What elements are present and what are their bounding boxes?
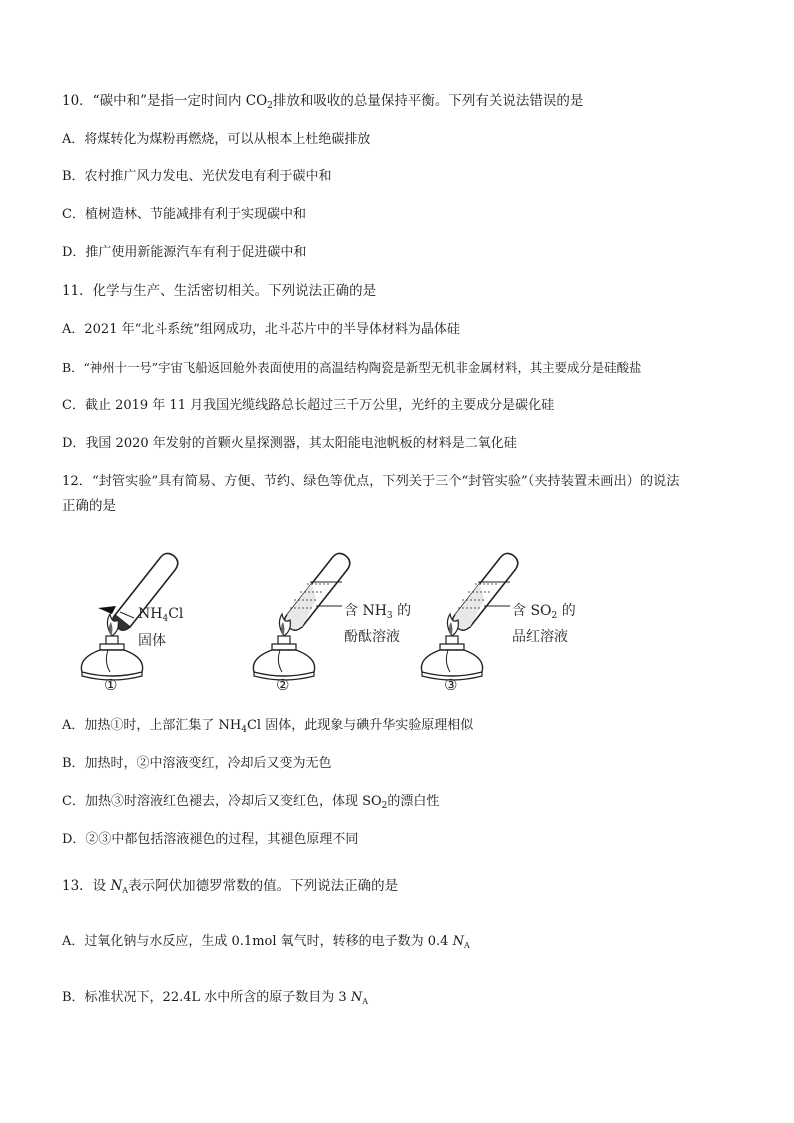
tube1-number: ①	[104, 676, 118, 694]
tube2-label-2: 酚酞溶液	[344, 629, 400, 645]
avogadro-symbol: $N_A$	[452, 934, 470, 950]
tube2-label: 含 $NH_3$ 的	[344, 603, 412, 621]
tube1-label: $NH_4Cl$	[138, 606, 184, 624]
q10-option-c: C．植树造林、节能减排有利于实现碳中和	[62, 207, 306, 222]
q10-option-a: A．将煤转化为煤粉再燃烧，可以从根本上杜绝碳排放	[62, 132, 371, 147]
sealed-tube-figure	[60, 540, 580, 700]
q12-stem-line1: 12．“封管实验”具有简易、方便、节约、绿色等优点，下列关于三个“封管实验”（夹持装置未画出）的说法	[62, 474, 680, 489]
avogadro-symbol: $N_A$	[350, 990, 368, 1006]
tube3-label: 含 $SO_2$ 的	[512, 603, 576, 621]
q11-option-b: B．“神州十一号”宇宙飞船返回舱外表面使用的高温结构陶瓷是新型无机非金属材料，其主要成分是硅酸盐	[62, 360, 642, 375]
q12-option-b: B．加热时，②中溶液变红，冷却后又变为无色	[62, 756, 332, 771]
q13-option-b: B．标准状况下，22.4L 水中所含的原子数目为 3 $N_A$	[62, 990, 368, 1006]
tube2-number: ②	[276, 676, 290, 694]
tube1-label-2: 固体	[138, 633, 166, 649]
q13-stem: 13．设 $N_A$表示阿伏加德罗常数的值。下列说法正确的是	[62, 878, 399, 895]
avogadro-symbol: $N_A$	[110, 878, 129, 895]
q12-option-a: A．加热①时，上部汇集了 $NH_4Cl$ 固体，此现象与碘升华实验原理相似	[62, 718, 474, 735]
tube-3	[421, 553, 517, 680]
q10-option-b: B．农村推广风力发电、光伏发电有利于碳中和	[62, 169, 332, 184]
tube-2	[253, 553, 349, 680]
q12-option-c: C．加热③时溶液红色褪去，冷却后又变红色，体现 $SO_2$的漂白性	[62, 794, 440, 811]
tube3-label-2: 品红溶液	[512, 629, 568, 645]
q12-stem-line2: 正确的是	[62, 498, 116, 514]
q11-option-d: D．我国 2020 年发射的首颗火星探测器，其太阳能电池帆板的材料是二氧化硅	[62, 436, 517, 451]
q10-stem: 10．“碳中和”是指一定时间内 $CO_2$排放和吸收的总量保持平衡。下列有关说法错误的是	[62, 93, 584, 111]
q11-option-a: A．2021 年“北斗系统”组网成功，北斗芯片中的半导体材料为晶体硅	[62, 322, 460, 337]
q11-option-c: C．截止 2019 年 11 月我国光缆线路总长超过三千万公里，光纤的主要成分是碳化硅	[62, 398, 555, 413]
q10-option-d: D．推广使用新能源汽车有利于促进碳中和	[62, 245, 307, 260]
q11-stem: 11．化学与生产、生活密切相关。下列说法正确的是	[62, 283, 377, 299]
q12-option-d: D．②③中都包括溶液褪色的过程，其褪色原理不同	[62, 832, 359, 847]
tube3-number: ③	[444, 676, 458, 694]
q13-option-a: A．过氧化钠与水反应，生成 0.1mol 氧气时，转移的电子数为 0.4 $N_A$	[62, 934, 470, 950]
